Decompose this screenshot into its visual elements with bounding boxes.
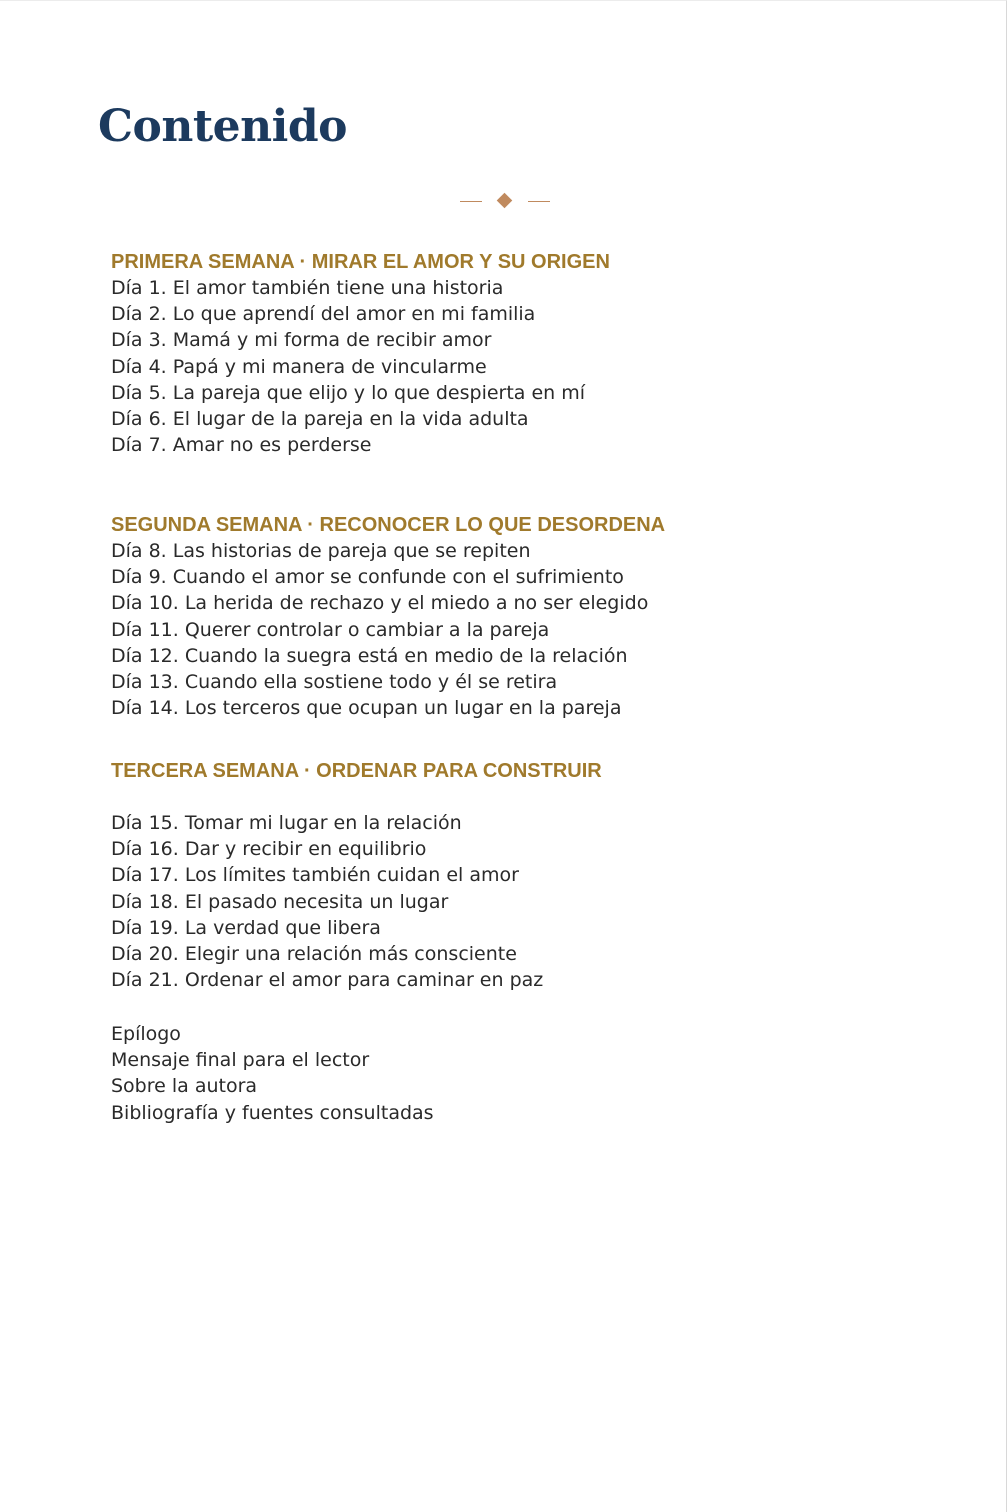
toc-entry[interactable]: Día 16. Dar y recibir en equilibrio: [111, 838, 427, 861]
toc-entry[interactable]: Día 11. Querer controlar o cambiar a la pareja: [111, 618, 550, 641]
toc-entry[interactable]: Día 15. Tomar mi lugar en la relación: [111, 812, 462, 834]
toc-entry[interactable]: Día 14. Los terceros que ocupan un lugar en la pareja: [111, 697, 622, 720]
divider-ornament: [460, 191, 552, 211]
toc-entry-epilogue[interactable]: Epílogo: [111, 1023, 181, 1045]
toc-entry[interactable]: Día 17. Los límites también cuidan el amor: [111, 864, 519, 887]
toc-entry[interactable]: Día 7. Amar no es perderse: [111, 434, 372, 457]
toc-entry[interactable]: Día 9. Cuando el amor se confunde con el sufrimiento: [111, 566, 624, 589]
diamond-icon: [497, 193, 513, 209]
week-heading: SEGUNDA SEMANA · RECONOCER LO QUE DESORDENA: [111, 514, 666, 536]
toc-entry[interactable]: Día 8. Las historias de pareja que se repiten: [111, 540, 531, 562]
toc-entry[interactable]: Día 5. La pareja que elijo y lo que despierta en mí: [111, 381, 586, 404]
week-section-2: [111, 512, 665, 721]
week-section-1: [111, 249, 610, 458]
toc-entry[interactable]: Día 6. El lugar de la pareja en la vida adulta: [111, 407, 529, 430]
week-heading: TERCERA SEMANA · ORDENAR PARA CONSTRUIR: [111, 760, 602, 782]
toc-entry[interactable]: Día 21. Ordenar el amor para caminar en paz: [111, 969, 544, 992]
toc-entry[interactable]: Día 18. El pasado necesita un lugar: [111, 890, 449, 913]
toc-entry[interactable]: Día 19. La verdad que libera: [111, 916, 381, 939]
toc-entry[interactable]: Día 1. El amor también tiene una historia: [111, 277, 504, 299]
page-title: Contenido: [98, 101, 347, 152]
entry-list: [111, 275, 610, 458]
toc-entry-about-author[interactable]: Sobre la autora: [111, 1075, 258, 1098]
entry-list: [111, 538, 665, 721]
toc-entry[interactable]: Día 4. Papá y mi manera de vincularme: [111, 355, 487, 378]
ornament-line-left: [460, 201, 482, 202]
toc-entry[interactable]: Día 20. Elegir una relación más consciente: [111, 942, 517, 965]
toc-entry-bibliography[interactable]: Bibliografía y fuentes consultadas: [111, 1101, 434, 1124]
back-matter-section: [111, 1021, 434, 1126]
toc-entry[interactable]: Día 2. Lo que aprendí del amor en mi familia: [111, 303, 536, 326]
week-section-3: [111, 758, 602, 993]
toc-entry[interactable]: Día 10. La herida de rechazo y el miedo a no ser elegido: [111, 592, 649, 615]
week-heading: PRIMERA SEMANA · MIRAR EL AMOR Y SU ORIGEN: [111, 251, 610, 273]
toc-entry[interactable]: Día 3. Mamá y mi forma de recibir amor: [111, 329, 492, 352]
toc-entry-final-message[interactable]: Mensaje final para el lector: [111, 1049, 370, 1072]
toc-entry[interactable]: Día 13. Cuando ella sostiene todo y él se retira: [111, 670, 558, 693]
entry-list: [111, 810, 602, 993]
ornament-line-right: [528, 201, 550, 202]
toc-entry[interactable]: Día 12. Cuando la suegra está en medio de la relación: [111, 644, 628, 667]
